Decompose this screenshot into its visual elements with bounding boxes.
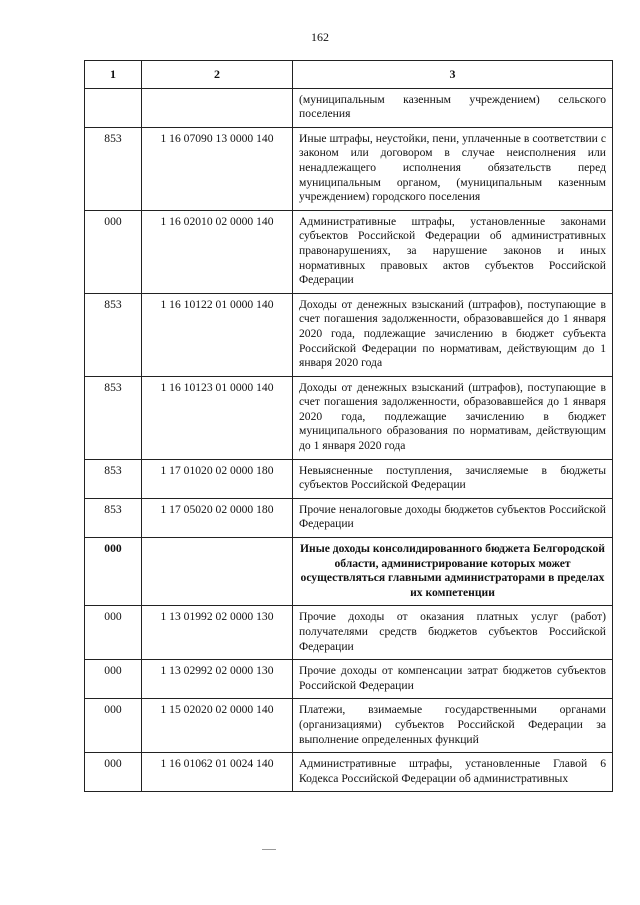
table-row xyxy=(85,753,613,792)
budget-classification-code-cell: 1 13 01992 02 0000 130 xyxy=(142,606,293,660)
admin-code-cell: 853 xyxy=(85,459,142,498)
revenue-description-cell: Невыясненные поступления, зачисляемые в бюджеты субъектов Российской Федерации xyxy=(293,459,613,498)
budget-classification-code-cell: 1 16 07090 13 0000 140 xyxy=(142,127,293,210)
table-row xyxy=(85,606,613,660)
header-col-1: 1 xyxy=(85,61,142,89)
table-row xyxy=(85,88,613,127)
table-row xyxy=(85,127,613,210)
revenue-codes-table xyxy=(84,60,613,792)
budget-classification-code-cell: 1 16 02010 02 0000 140 xyxy=(142,210,293,293)
budget-classification-code-cell xyxy=(142,538,293,606)
revenue-description-cell: Иные штрафы, неустойки, пени, уплаченные в соответствии с законом или договором в случае неисполнения или ненадлежащего исполнения обязательств перед муниципальным органом, (муниципальным казенным учреждением) городского поселения xyxy=(293,127,613,210)
revenue-description-cell: Доходы от денежных взысканий (штрафов), поступающие в счет погашения задолженности, образовавшейся до 1 января 2020 года, подлежащие зачислению в бюджет муниципального образования по нормативам, действующим до 1 января 2020 года xyxy=(293,376,613,459)
admin-code-cell: 000 xyxy=(85,660,142,699)
table-row xyxy=(85,699,613,753)
revenue-description-cell: Доходы от денежных взысканий (штрафов), поступающие в счет погашения задолженности, образовавшейся до 1 января 2020 года, подлежащие зачислению в бюджет субъекта Российской Федерации по нормативам, действующим до 1 января 2020 года xyxy=(293,293,613,376)
admin-code-cell: 853 xyxy=(85,127,142,210)
budget-classification-code-cell: 1 15 02020 02 0000 140 xyxy=(142,699,293,753)
admin-code-cell: 853 xyxy=(85,498,142,537)
table-row xyxy=(85,459,613,498)
table-row xyxy=(85,210,613,293)
table-body xyxy=(85,61,613,792)
header-col-3: 3 xyxy=(293,61,613,89)
budget-classification-code-cell xyxy=(142,88,293,127)
admin-code-cell: 853 xyxy=(85,293,142,376)
admin-code-cell: 853 xyxy=(85,376,142,459)
budget-classification-code-cell: 1 17 01020 02 0000 180 xyxy=(142,459,293,498)
budget-classification-code-cell: 1 16 01062 01 0024 140 xyxy=(142,753,293,792)
table-row xyxy=(85,293,613,376)
header-col-2: 2 xyxy=(142,61,293,89)
table-row xyxy=(85,538,613,606)
budget-classification-code-cell: 1 13 02992 02 0000 130 xyxy=(142,660,293,699)
admin-code-cell: 000 xyxy=(85,606,142,660)
admin-code-cell: 000 xyxy=(85,699,142,753)
budget-classification-code-cell: 1 17 05020 02 0000 180 xyxy=(142,498,293,537)
revenue-description-cell: Прочие доходы от компенсации затрат бюджетов субъектов Российской Федерации xyxy=(293,660,613,699)
revenue-description-cell: Платежи, взимаемые государственными органами (организациями) субъектов Российской Федерации за выполнение определенных функций xyxy=(293,699,613,753)
revenue-description-cell: Прочие доходы от оказания платных услуг (работ) получателями средств бюджетов субъектов Российской Федерации xyxy=(293,606,613,660)
revenue-description-cell: (муниципальным казенным учреждением) сельского поселения xyxy=(293,88,613,127)
revenue-description-cell: Административные штрафы, установленные законами субъектов Российской Федерации об административных правонарушениях, за нарушение законов и иных нормативных правовых актов субъектов Российской Федерации xyxy=(293,210,613,293)
table-row xyxy=(85,660,613,699)
table-header-row xyxy=(85,61,613,89)
table-row xyxy=(85,376,613,459)
budget-classification-code-cell: 1 16 10123 01 0000 140 xyxy=(142,376,293,459)
admin-code-cell: 000 xyxy=(85,753,142,792)
budget-classification-code-cell: 1 16 10122 01 0000 140 xyxy=(142,293,293,376)
admin-code-cell: 000 xyxy=(85,210,142,293)
revenue-description-cell: Административные штрафы, установленные Главой 6 Кодекса Российской Федерации об административных xyxy=(293,753,613,792)
table-row xyxy=(85,498,613,537)
admin-code-cell xyxy=(85,88,142,127)
admin-code-cell: 000 xyxy=(85,538,142,606)
scan-mark xyxy=(262,849,276,850)
page-number: 162 xyxy=(311,30,329,44)
revenue-description-cell: Прочие неналоговые доходы бюджетов субъектов Российской Федерации xyxy=(293,498,613,537)
revenue-description-cell: Иные доходы консолидированного бюджета Белгородской области, администрирование которых может осуществляться главными администраторами в пределах их компетенции xyxy=(293,538,613,606)
